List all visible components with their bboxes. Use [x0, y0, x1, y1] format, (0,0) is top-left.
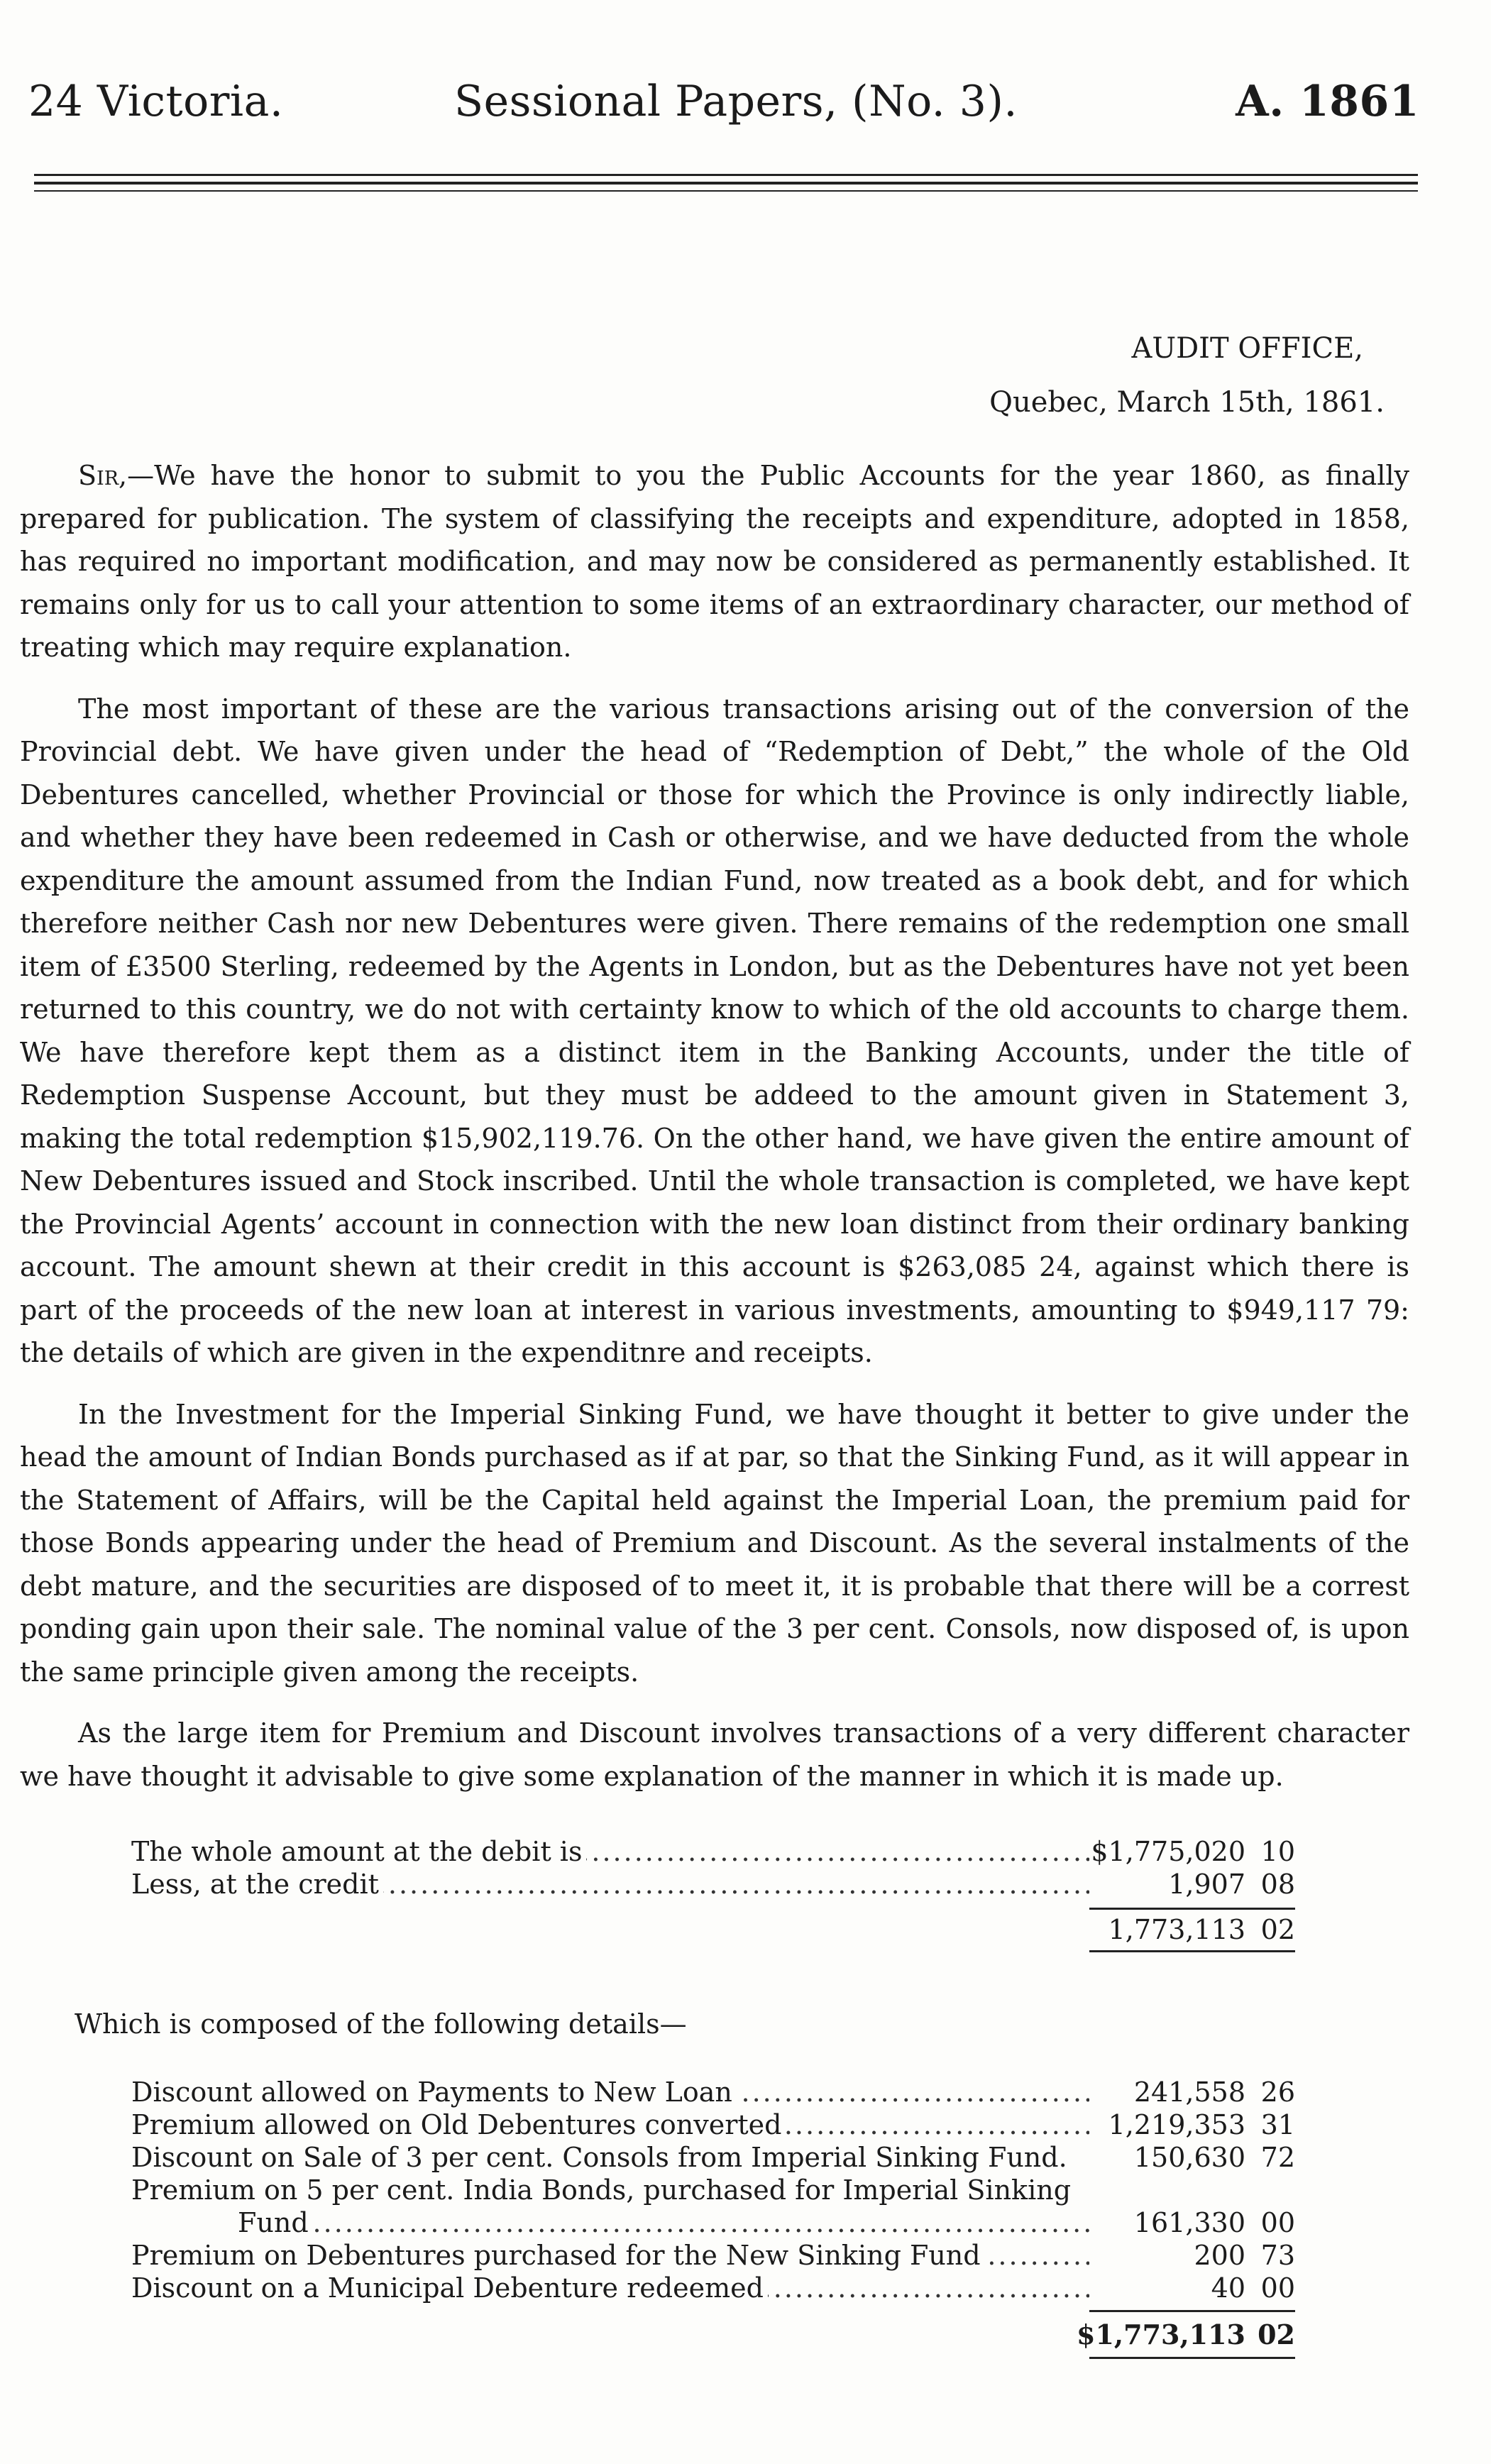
row-desc: Premium on Debentures purchased for the New Sinking Fund [131, 2240, 985, 2271]
row-desc: Less, at the credit [131, 1869, 383, 1900]
row-dollars: 40 [1211, 2272, 1245, 2304]
page-header [28, 77, 1419, 141]
summary-total-cents: 02 [1260, 1914, 1295, 1945]
header-rule [34, 174, 1418, 176]
summary-total-row [131, 1901, 1295, 1943]
total-rule [1089, 1950, 1295, 1952]
row-desc: Premium on 5 per cent. India Bonds, purchased for Imperial Sinking [131, 2174, 1072, 2206]
row-cents: 73 [1260, 2240, 1295, 2271]
paragraph-1-text: —We have the honor to submit to you the Public Accounts for the year 1860, as finally prepared for publication. The system of classifying the receipts and expenditure, adopted in 1858, has required no important modification, and may now be considered as permanently established. It remains only for us to call your attention to some items of an extraordinary character, our method of treating which may require explanation. [20, 460, 1409, 663]
header-rule [34, 190, 1418, 192]
details-row [131, 2272, 1295, 2304]
details-row [131, 2108, 1295, 2141]
details-row [131, 2076, 1295, 2108]
details-total-dollars: $1,773,113 [1077, 2319, 1245, 2350]
row-cents: 72 [1260, 2142, 1295, 2173]
office-block [989, 332, 1385, 419]
header-title: Sessional Papers, (No. 3). [454, 77, 1018, 126]
row-dollars: 241,558 [1133, 2077, 1245, 2108]
row-desc: Premium allowed on Old Debentures converted [131, 2109, 786, 2140]
row-desc: The whole amount at the debit is [131, 1836, 586, 1867]
details-row [131, 2141, 1295, 2174]
header-session: 24 Victoria. [28, 77, 284, 126]
office-name: AUDIT OFFICE, [1131, 332, 1363, 365]
row-cents: 08 [1260, 1869, 1295, 1900]
summary-table [131, 1835, 1295, 1943]
details-row [131, 2206, 1295, 2239]
row-dollars: $1,775,020 [1091, 1836, 1245, 1867]
details-row [131, 2174, 1295, 2206]
row-dollars: 150,630 [1133, 2142, 1245, 2173]
summary-row [131, 1835, 1295, 1868]
salutation: Sir, [78, 460, 128, 491]
row-cents: 00 [1260, 2207, 1295, 2238]
summary-row [131, 1868, 1295, 1901]
row-dollars: 200 [1194, 2240, 1245, 2271]
total-rule [1089, 2357, 1295, 2359]
paragraph-3: In the Investment for the Imperial Sinking Fund, we have thought it better to give under the head the amount of Indian Bonds purchased as if at par, so that the Sinking Fund, as it will appear in the Statement of Affairs, will be the Capital held against the Imperial Loan, the premium paid for those Bonds appearing under the head of Premium and Discount. As the several instalments of the debt mature, and the securities are disposed of to meet it, it is probable that there will be a correst ponding gain upon their sale. The nominal value of the 3 per cent. Consols, now disposed of, is upon the same principle given among the receipts. [20, 1398, 1409, 1688]
details-total-cents: 02 [1258, 2319, 1295, 2350]
paragraph-1 [20, 454, 1409, 669]
details-total-row [131, 2304, 1295, 2350]
details-intro: Which is composed of the following details— [75, 2008, 687, 2040]
paragraph-2: The most important of these are the various transactions arising out of the conversion of the Provincial debt. We have given under the head of “Redemption of Debt,” the whole of the Old Debentures cancelled, whether Provincial or those for which the Province is only indirectly liable, and whether they have been redeemed in Cash or otherwise, and we have deducted from the whole expenditure the amount assumed from the Indian Fund, now treated as a book debt, and for which therefore neither Cash nor new Debentures were given. There remains of the redemption one small item of £3500 Sterling, redeemed by the Agents in London, but as the Debentures have not yet been returned to this country, we do not with certainty know to which of the old accounts to charge them. We have therefore kept them as a distinct item in the Banking Accounts, under the title of Redemption Suspense Account, but they must be addeed to the amount given in Statement 3, making the total redemption $15,902,119.76. On the other hand, we have given the entire amount of New Debentures issued and Stock inscribed. Until the whole transaction is completed, we have kept the Provincial Agents’ account in connection with the new loan distinct from their ordinary banking account. The amount shewn at their credit in this account is $263,085 24, against which there is part of the proceeds of the new loan at interest in various investments, amounting to $949,117 79: the details of which are given in the expenditnre and receipts. [20, 693, 1409, 1368]
details-table [131, 2076, 1295, 2350]
header-rule [34, 182, 1418, 185]
row-desc: Fund [238, 2207, 313, 2238]
row-cents: 31 [1260, 2109, 1295, 2140]
row-desc: Discount on Sale of 3 per cent. Consols from Imperial Sinking Fund. [131, 2142, 1067, 2173]
row-cents: 00 [1260, 2272, 1295, 2304]
row-cents: 26 [1260, 2077, 1295, 2108]
total-rule [1089, 1908, 1295, 1910]
paragraph-4: As the large item for Premium and Discount involves transactions of a very different character we have thought it advisable to give some explanation of the manner in which it is made up. [20, 1717, 1409, 1792]
office-place-date: Quebec, March 15th, 1861. [989, 386, 1385, 419]
row-desc: Discount allowed on Payments to New Loan [131, 2077, 737, 2108]
row-dollars: 1,219,353 [1108, 2109, 1245, 2140]
summary-total-dollars: 1,773,113 [1108, 1914, 1245, 1945]
row-dollars: 161,330 [1133, 2207, 1245, 2238]
row-dollars: 1,907 [1168, 1869, 1245, 1900]
row-cents: 10 [1260, 1836, 1295, 1867]
header-year: A. 1861 [1236, 77, 1419, 126]
letter-body [20, 454, 1409, 1816]
total-rule [1089, 2310, 1295, 2312]
row-desc: Discount on a Municipal Debenture redeemed [131, 2272, 768, 2304]
details-row [131, 2239, 1295, 2272]
